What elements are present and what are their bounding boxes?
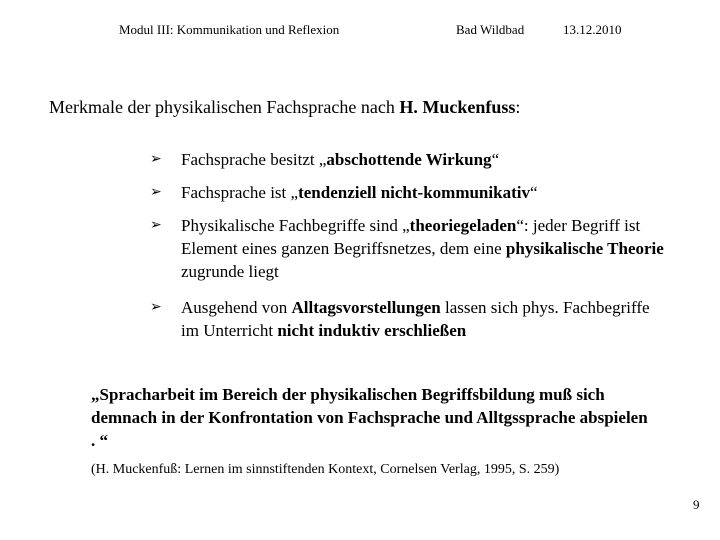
arrow-bullet-icon: ➢ bbox=[150, 151, 162, 167]
bullet-item-3 bbox=[150, 214, 670, 283]
page-number: 9 bbox=[693, 497, 700, 512]
arrow-bullet-icon: ➢ bbox=[150, 184, 162, 200]
bullet-emphasis: theoriegeladen bbox=[409, 216, 517, 235]
bullet-item-1 bbox=[150, 148, 670, 171]
bullet-text: Fachsprache besitzt „ bbox=[181, 150, 327, 169]
quote-block: „Spracharbeit im Bereich der physikalischen Begriffsbildung muß sich demnach in der Konfrontation von Fachsprache und Alltgssprache abspielen . “ bbox=[91, 385, 648, 450]
header-module-title: Modul III: Kommunikation und Reflexion bbox=[119, 22, 340, 37]
bullet-text: Physikalische Fachbegriffe sind „ bbox=[181, 216, 410, 235]
bullet-text: “ bbox=[491, 150, 500, 169]
heading-colon: : bbox=[515, 97, 521, 117]
heading-text: Merkmale der physikalischen Fachsprache nach bbox=[49, 97, 400, 117]
bullet-item-2 bbox=[150, 181, 670, 204]
bullet-emphasis: abschottende Wirkung bbox=[326, 150, 492, 169]
bullet-text: Fachsprache ist „ bbox=[181, 183, 299, 202]
bullet-text: “ bbox=[529, 183, 538, 202]
bullet-text: lassen sich phys. Fachbegriffe im Unterricht bbox=[181, 298, 650, 340]
citation: (H. Muckenfuß: Lernen im sinnstiftenden Kontext, Cornelsen Verlag, 1995, S. 259) bbox=[91, 462, 560, 477]
bullet-text: “: jeder Begriff ist Element eines ganzen Begriffsnetzes, dem eine bbox=[181, 216, 641, 258]
bullet-emphasis: physikalische Theorie bbox=[505, 239, 664, 258]
bullet-text: Ausgehend von bbox=[181, 298, 292, 317]
heading-author: H. Muckenfuss bbox=[399, 97, 516, 117]
arrow-bullet-icon: ➢ bbox=[150, 217, 162, 233]
slide-heading bbox=[49, 96, 520, 118]
header-place: Bad Wildbad bbox=[456, 22, 525, 37]
bullet-emphasis: tendenziell nicht-kommunikativ bbox=[298, 183, 530, 202]
bullet-emphasis: nicht induktiv erschließen bbox=[277, 321, 467, 340]
bullet-item-4 bbox=[150, 296, 670, 342]
bullet-text: zugrunde liegt bbox=[181, 262, 279, 281]
header-date: 13.12.2010 bbox=[563, 22, 622, 37]
arrow-bullet-icon: ➢ bbox=[150, 299, 162, 315]
bullet-list bbox=[150, 148, 670, 352]
bullet-emphasis: Alltagsvorstellungen bbox=[291, 298, 441, 317]
